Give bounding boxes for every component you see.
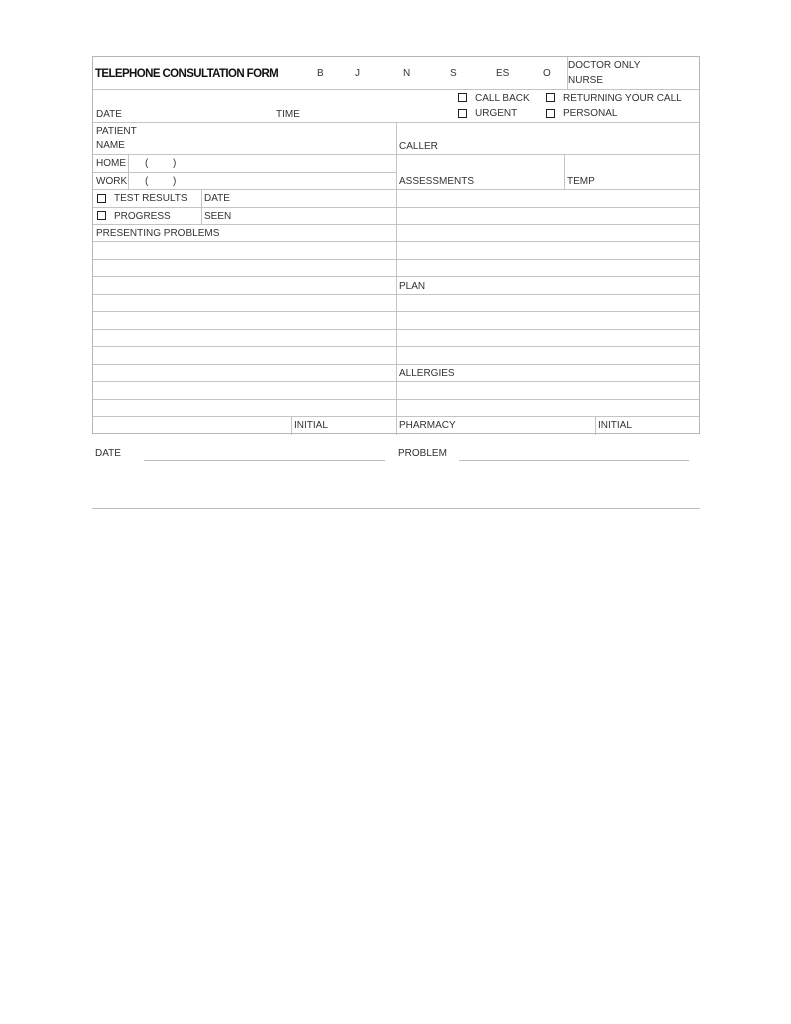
work-open-paren: ( <box>145 176 149 187</box>
work-label: WORK <box>96 176 128 187</box>
test-results-label: TEST RESULTS <box>114 193 188 204</box>
telephone-consultation-form <box>92 56 700 434</box>
progress-label: PROGRESS <box>114 211 171 222</box>
home-label: HOME <box>96 158 126 169</box>
code-es: ES <box>496 68 510 79</box>
footer-rule <box>92 508 700 509</box>
form-title: TELEPHONE CONSULTATION FORM <box>95 68 279 80</box>
test-results-checkbox[interactable] <box>97 194 106 203</box>
column-divider <box>595 416 596 435</box>
row-divider <box>93 207 396 208</box>
row-divider <box>396 207 699 208</box>
code-o: O <box>543 68 551 79</box>
pharmacy-label: PHARMACY <box>399 420 456 431</box>
caller-label: CALLER <box>399 141 438 152</box>
row-divider <box>93 172 396 173</box>
footer-problem-line <box>459 460 689 461</box>
footer-date-label: DATE <box>95 448 121 459</box>
column-divider <box>291 416 292 435</box>
assessments-label: ASSESSMENTS <box>399 176 475 187</box>
results-date-label: DATE <box>204 193 230 204</box>
presenting-problems-label: PRESENTING PROBLEMS <box>96 228 220 239</box>
column-divider <box>396 122 397 435</box>
returning-call-checkbox[interactable] <box>546 93 555 102</box>
temp-label: TEMP <box>567 176 595 187</box>
personal-label: PERSONAL <box>563 108 618 119</box>
column-divider <box>564 154 565 189</box>
urgent-label: URGENT <box>475 108 518 119</box>
footer-date-line <box>144 460 385 461</box>
home-open-paren: ( <box>145 158 149 169</box>
call-back-checkbox[interactable] <box>458 93 467 102</box>
code-j: J <box>355 68 360 79</box>
seen-label: SEEN <box>204 211 232 222</box>
returning-call-label: RETURNING YOUR CALL <box>563 93 682 104</box>
time-label: TIME <box>276 109 300 120</box>
work-close-paren: ) <box>173 176 177 187</box>
plan-label: PLAN <box>399 281 426 292</box>
home-close-paren: ) <box>173 158 177 169</box>
right-initial-label: INITIAL <box>598 420 632 431</box>
patient-label: PATIENT <box>96 126 137 137</box>
allergies-label: ALLERGIES <box>399 368 455 379</box>
call-back-label: CALL BACK <box>475 93 530 104</box>
row-divider <box>93 89 699 90</box>
doctor-only-label: DOCTOR ONLY <box>568 60 641 71</box>
personal-checkbox[interactable] <box>546 109 555 118</box>
code-s: S <box>450 68 457 79</box>
urgent-checkbox[interactable] <box>458 109 467 118</box>
code-n: N <box>403 68 411 79</box>
column-divider <box>201 189 202 224</box>
footer-problem-label: PROBLEM <box>398 448 447 459</box>
progress-checkbox[interactable] <box>97 211 106 220</box>
column-divider <box>128 154 129 189</box>
code-b: B <box>317 68 324 79</box>
name-label: NAME <box>96 140 125 151</box>
date-label: DATE <box>96 109 122 120</box>
nurse-label: NURSE <box>568 75 604 86</box>
left-initial-label: INITIAL <box>294 420 328 431</box>
